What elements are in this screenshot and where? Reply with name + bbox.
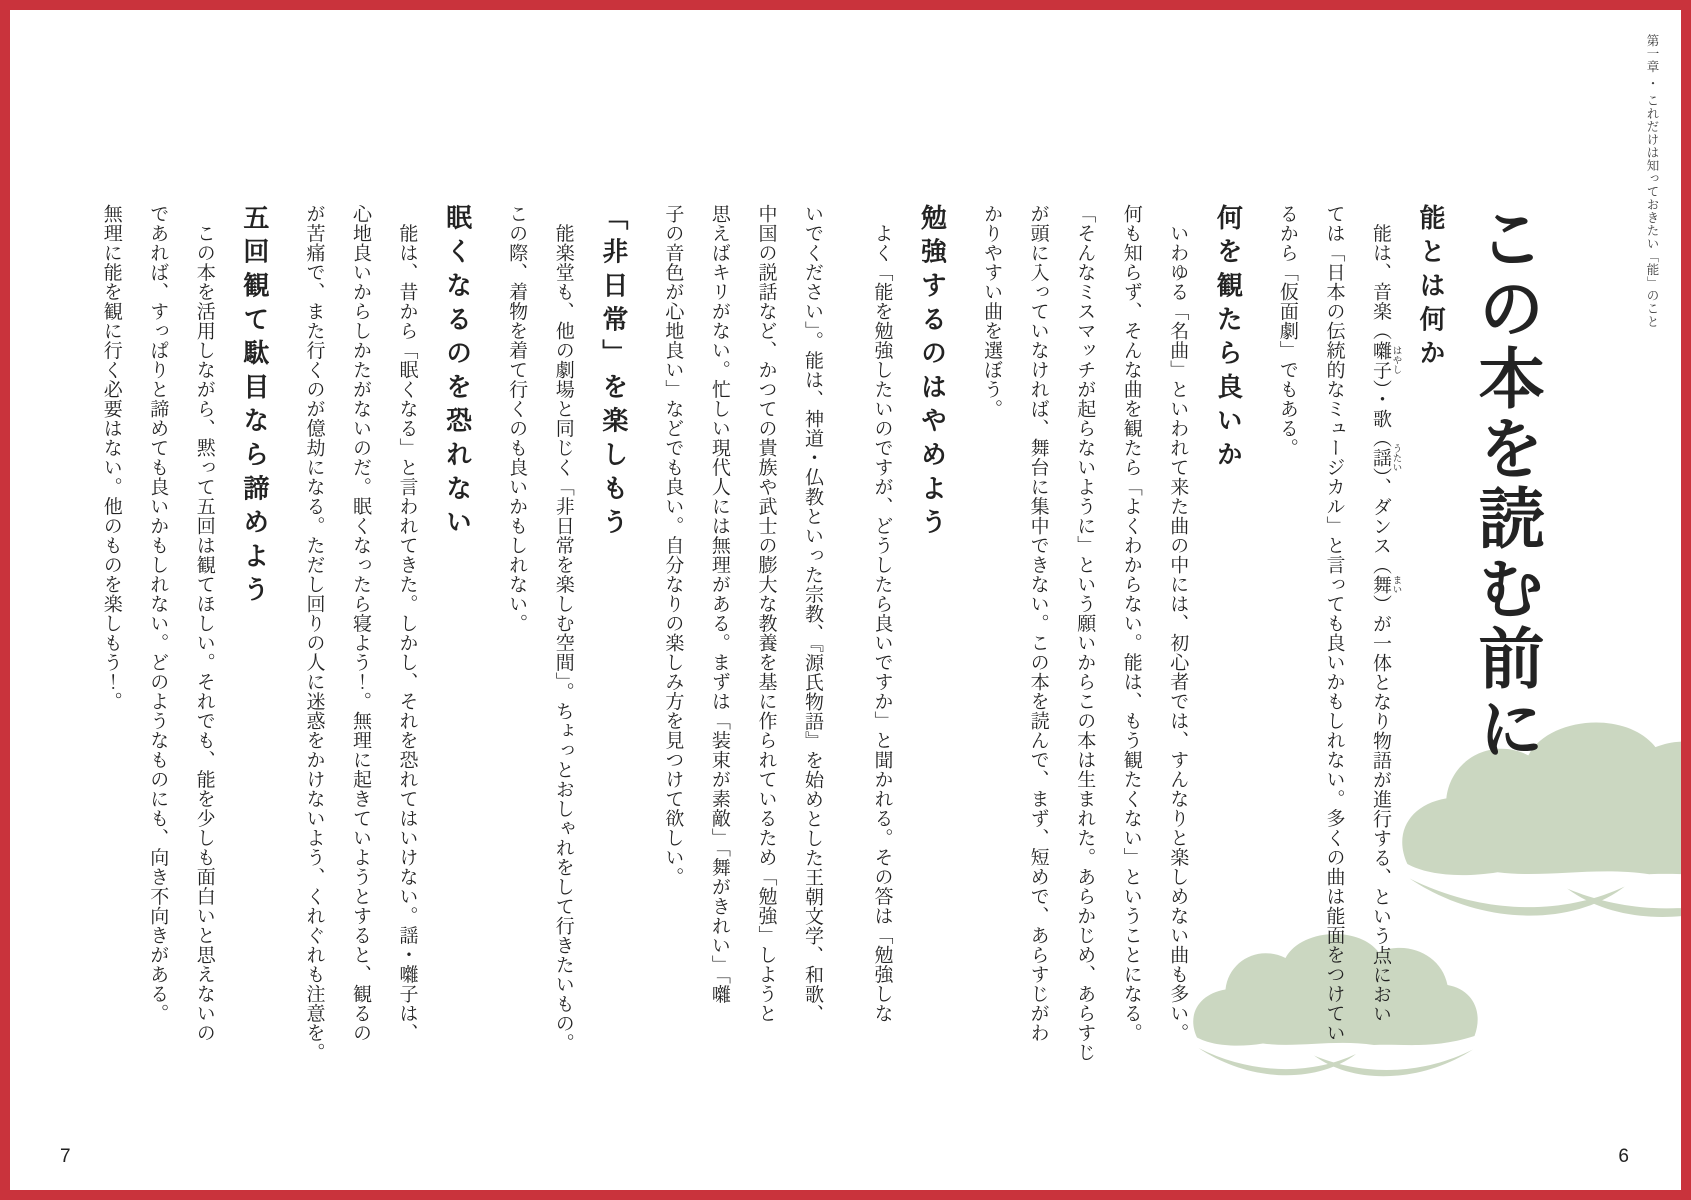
section-heading: 能とは何か	[1416, 204, 1446, 373]
section-what-to-watch	[968, 204, 1246, 1064]
section-give-up-after-five	[87, 204, 272, 1064]
continued-paragraph: いでください」。能は、神道・仏教といった宗教、『源氏物語』を始めとした王朝文学、和歌、 中国の説話など、かつての貴族や武士の膨大な教養を基に作られているため「勉強」しようと 思えばキリがない。忙しい現代人には無理がある。まずは「装束が素敵」「舞がきれい」「囃 子の音色が心地良い」などでも良い。自分なりの楽しみ方を見つけて欲しい。	[662, 204, 823, 1024]
section-body: よく「能を勉強したいのですが、どうしたら良いですか」と聞かれる。その答は「勉強しな	[871, 204, 893, 1023]
section-heading: 何を観たら良いか	[1213, 204, 1243, 475]
section-stop-studying	[858, 204, 950, 1064]
section-heading: 勉強するのはやめよう	[917, 204, 947, 542]
section-body: いわゆる「名曲」といわれて来た曲の中には、初心者では、すんなりと楽しめない曲も多い。 何も知らず、そんな曲を観たら「よくわからない。能は、もう観たくない」ということになる。 「そんなミスマッチが起らないように」という願いからこの本は生まれた。あらかじめ、あらすじ が頭に入っていなければ、舞台に集中できない。この本を読んで、まず、短めで、あらすじがわ かりやすい曲を選ぼう。	[981, 204, 1189, 1062]
page-7-text	[87, 204, 835, 1064]
book-title: この本を読む前に	[1468, 204, 1541, 764]
section-dont-fear-sleep	[290, 204, 475, 1064]
page-number-left: 7	[60, 1146, 71, 1167]
section-heading: 「非日常」を楽しもう	[598, 204, 628, 542]
section-body: 能は、音楽（囃子 はやし）・歌（謡 うたい）、ダンス（舞 まい）が一体となり物語が進行する、という点におい ては「日本の伝統的なミュージカル」と言っても良いかもしれない。多くの曲は能面をつけてい るから「仮面劇」でもある。	[1276, 204, 1401, 1043]
page-number-right: 6	[1618, 1146, 1629, 1167]
section-body: 能楽堂も、他の劇場と同じく「非日常を楽しむ空間」。ちょっとおしゃれをして行きたいもの。 この際、着物を着て行くのも良いかもしれない。	[506, 204, 574, 1053]
section-what-is-noh	[1263, 204, 1448, 1064]
section-body: 能は、昔から「眠くなる」と言われてきた。しかし、それを恐れてはいけない。謡・囃子は、 心地良いからしかたがないのだ。眠くなったら寝よう！。無理に起きていようとすると、観るの が苦痛で、また行くのが億劫になる。ただし回りの人に迷惑をかけないよう、くれぐれも注意を。	[303, 204, 418, 1062]
chapter-header: 第一章 ・ これだけは知っておきたい「能」のこと	[1645, 34, 1659, 328]
section-heading: 五回観て駄目なら諦めよう	[239, 204, 269, 610]
section-enjoy-extraordinary	[493, 204, 631, 1064]
section-heading: 眠くなるのを恐れない	[442, 204, 472, 542]
section-body: この本を活用しながら、黙って五回は観てほしい。それでも、能を少しも面白いと思えないの であれば、すっぱりと諦めても良いかもしれない。どのようなものにも、向き不向きがある。 無理に能を観に行く必要はない。他のものを楽しもう！。	[100, 204, 215, 1043]
page-6-text	[858, 204, 1576, 1064]
